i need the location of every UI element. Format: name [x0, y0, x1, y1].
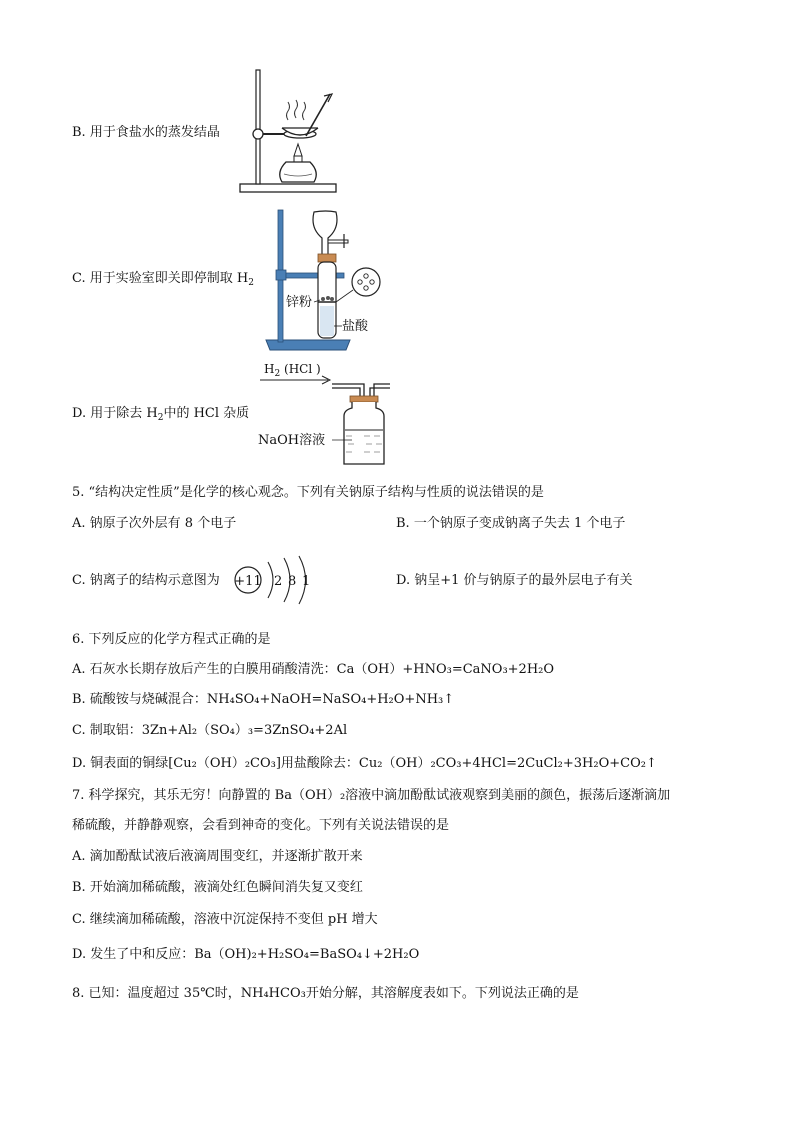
nucleus-charge: +11 [234, 574, 262, 589]
q5-option-c: C. 钠离子的结构示意图为 [72, 573, 220, 588]
option-c-text [72, 270, 254, 288]
sodium-ion-structure-diagram [232, 554, 322, 610]
q5-option-d: D. 钠呈+1 价与钠原子的最外层电子有关 [396, 573, 633, 588]
q5-option-a: A. 钠原子次外层有 8 个电子 [72, 516, 237, 531]
steam-icon [287, 102, 290, 120]
glass-rod [306, 94, 330, 136]
label-acid: 盐酸 [342, 319, 369, 334]
shell-2-count: 8 [288, 574, 297, 589]
q6-option-a: A. 石灰水长期存放后产生的白膜用硝酸清洗：Ca（OH）+HNO₃=CaNO₃+2H₂O [72, 662, 555, 677]
rubber-stopper [318, 254, 336, 262]
option-c-label: C. 用于实验室即关即停制取 H [72, 271, 249, 286]
gas-label-sub: 2 [274, 369, 281, 379]
q5-option-b: B. 一个钠原子变成钠离子失去 1 个电子 [396, 516, 626, 531]
plate-detail-icon [352, 268, 380, 296]
shell-3-count: 1 [302, 574, 311, 589]
option-b-text [72, 124, 220, 142]
q7-option-a: A. 滴加酚酞试液后液滴周围变红，并逐渐扩散开来 [72, 849, 363, 864]
stand-base [240, 184, 336, 192]
stopcock [328, 240, 348, 243]
q7-option-c: C. 继续滴加稀硫酸，溶液中沉淀保持不变但 pH 增大 [72, 912, 378, 927]
q7-stem-line-1: 7. 科学探究，其乐无穷！向静置的 Ba（OH）₂溶液中滴加酚酞试液观察到美丽的颜色，振荡后逐渐滴加 [72, 788, 671, 803]
clamp-knob [253, 129, 263, 139]
gas-label-post: (HCl ) [280, 362, 321, 376]
option-d-sub: 2 [157, 413, 164, 423]
rubber-stopper [350, 396, 378, 402]
separatory-funnel [313, 211, 337, 256]
q5-stem: 5. “结构决定性质”是化学的核心观念。下列有关钠原子结构与性质的说法错误的是 [72, 485, 544, 500]
q6-option-c: C. 制取铝：3Zn+Al₂（SO₄）₃=3ZnSO₄+2Al [72, 723, 348, 738]
label-naoh-text: NaOH溶液 [258, 433, 326, 448]
q6-option-d: D. 铜表面的铜绿[Cu₂（OH）₂CO₃]用盐酸除去：Cu₂（OH）₂CO₃+4HCl=2CuCl₂+3H₂O+CO₂↑ [72, 756, 657, 771]
gas-label-h: H [264, 362, 275, 376]
alcohol-lamp [280, 162, 317, 182]
q7-stem-line-2: 稀硫酸，并静静观察，会看到神奇的变化。下列有关说法错误的是 [72, 818, 450, 833]
washing-bottle [344, 402, 384, 464]
clamp [276, 270, 286, 280]
option-d-label: D. 用于除去 H [72, 406, 158, 421]
option-b-label: B. 用于食盐水的蒸发结晶 [72, 125, 220, 140]
option-d-label-post: 中的 HCl 杂质 [163, 406, 250, 421]
q6-option-b: B. 硫酸铵与烧碱混合：NH₄SO₄+NaOH=NaSO₄+H₂O+NH₃↑ [72, 692, 455, 707]
flame-icon [294, 144, 302, 156]
electron-shell-1 [268, 562, 273, 598]
acid-liquid [320, 306, 334, 336]
label-naoh [258, 432, 325, 450]
q7-option-d: D. 发生了中和反应：Ba（OH)₂+H₂SO₄=BaSO₄↓+2H₂O [72, 947, 420, 962]
option-d-text [72, 405, 249, 423]
stand-rod [256, 70, 260, 184]
q8-stem: 8. 已知：温度超过 35℃时，NH₄HCO₃开始分解，其溶解度表如下。下列说法正确的是 [72, 986, 579, 1001]
label-zinc: 锌粉 [286, 295, 313, 310]
shell-1-count: 2 [274, 574, 283, 589]
q6-stem: 6. 下列反应的化学方程式正确的是 [72, 632, 271, 647]
gas-washing-bottle-figure [256, 374, 396, 470]
q7-option-b: B. 开始滴加稀硫酸，液滴处红色瞬间消失复又变红 [72, 880, 363, 895]
hydrogen-generator-figure [258, 206, 388, 354]
option-c-sub: 2 [248, 278, 254, 288]
evaporation-apparatus-figure [238, 66, 338, 196]
